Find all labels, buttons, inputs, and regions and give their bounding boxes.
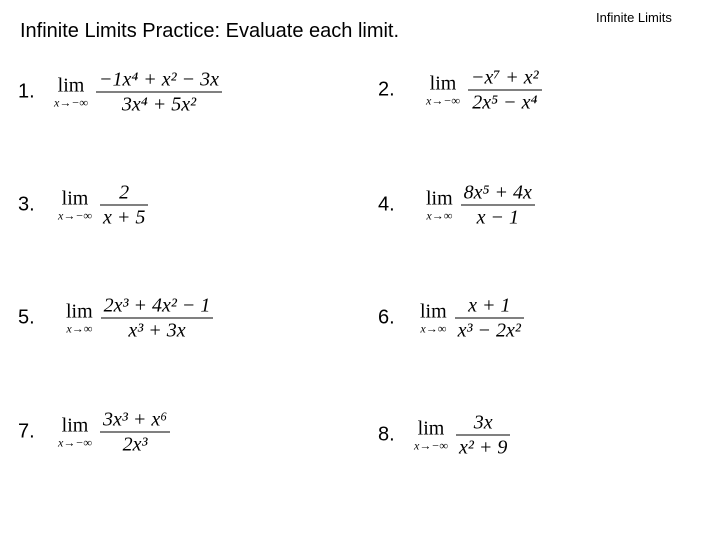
lim-word: lim <box>66 300 93 323</box>
denominator: x + 5 <box>102 206 146 229</box>
fraction <box>461 181 535 230</box>
limit-operator <box>58 415 92 450</box>
numerator: 2 <box>119 181 130 204</box>
denominator: x² + 9 <box>458 436 508 459</box>
denominator: x − 1 <box>476 206 519 229</box>
lim-word: lim <box>429 72 457 95</box>
problem-number: 8. <box>378 423 395 446</box>
problem-4 <box>378 175 708 235</box>
limit-approach: x→−∞ <box>54 95 88 110</box>
limit-expression <box>426 181 535 230</box>
numerator: 8x⁵ + 4x <box>463 181 532 204</box>
limit-approach: x→−∞ <box>414 438 448 453</box>
limit-expression <box>414 411 510 460</box>
problem-number: 3. <box>18 193 35 216</box>
problem-6 <box>378 288 708 348</box>
limit-operator <box>414 418 448 453</box>
fraction <box>100 408 170 457</box>
lim-word: lim <box>61 187 89 210</box>
denominator: x³ − 2x² <box>457 319 521 342</box>
limit-expression <box>426 66 542 115</box>
page-title: Infinite Limits Practice: Evaluate each limit. <box>20 20 400 42</box>
numerator: −1x⁴ + x² − 3x <box>98 68 220 91</box>
limit-approach: x→∞ <box>66 321 93 336</box>
problem-2 <box>378 60 708 120</box>
fraction <box>456 411 510 460</box>
limit-operator <box>54 75 88 110</box>
problem-1 <box>18 62 358 122</box>
limit-operator <box>426 73 460 108</box>
problem-number: 2. <box>378 78 395 101</box>
limit-operator <box>58 188 92 223</box>
numerator: 3x³ + x⁶ <box>102 408 168 431</box>
problem-5 <box>18 288 358 348</box>
limit-approach: x→−∞ <box>58 208 92 223</box>
denominator: 3x⁴ + 5x² <box>121 93 197 116</box>
limit-approach: x→∞ <box>420 321 447 336</box>
lim-word: lim <box>417 417 445 440</box>
limit-expression <box>58 408 170 457</box>
limit-operator <box>66 301 93 336</box>
problem-number: 7. <box>18 420 35 443</box>
denominator: x³ + 3x <box>128 319 186 342</box>
lim-word: lim <box>426 187 453 210</box>
limit-operator <box>426 188 453 223</box>
numerator: 3x <box>473 411 493 434</box>
problem-8 <box>378 405 708 465</box>
fraction <box>468 66 542 115</box>
numerator: −x⁷ + x² <box>470 66 539 89</box>
limit-operator <box>420 301 447 336</box>
numerator: 2x³ + 4x² − 1 <box>103 294 211 317</box>
denominator: 2x³ <box>122 433 148 456</box>
problem-7 <box>18 402 358 462</box>
limit-approach: x→−∞ <box>426 93 460 108</box>
limit-expression <box>66 294 213 343</box>
limit-expression <box>54 68 222 117</box>
problem-number: 1. <box>18 80 35 103</box>
fraction <box>101 294 214 343</box>
fraction <box>455 294 524 343</box>
limit-expression <box>420 294 524 343</box>
lim-word: lim <box>57 74 85 97</box>
lim-word: lim <box>61 414 89 437</box>
problem-number: 6. <box>378 306 395 329</box>
numerator: x + 1 <box>468 294 511 317</box>
problem-3 <box>18 175 358 235</box>
denominator: 2x⁵ − x⁴ <box>472 91 538 114</box>
problem-number: 5. <box>18 306 35 329</box>
fraction <box>96 68 222 117</box>
slide-label: Infinite Limits <box>596 10 672 25</box>
lim-word: lim <box>420 300 447 323</box>
limit-approach: x→∞ <box>426 208 453 223</box>
limit-approach: x→−∞ <box>58 435 92 450</box>
limit-expression <box>58 181 148 230</box>
fraction <box>100 181 148 230</box>
problem-number: 4. <box>378 193 395 216</box>
